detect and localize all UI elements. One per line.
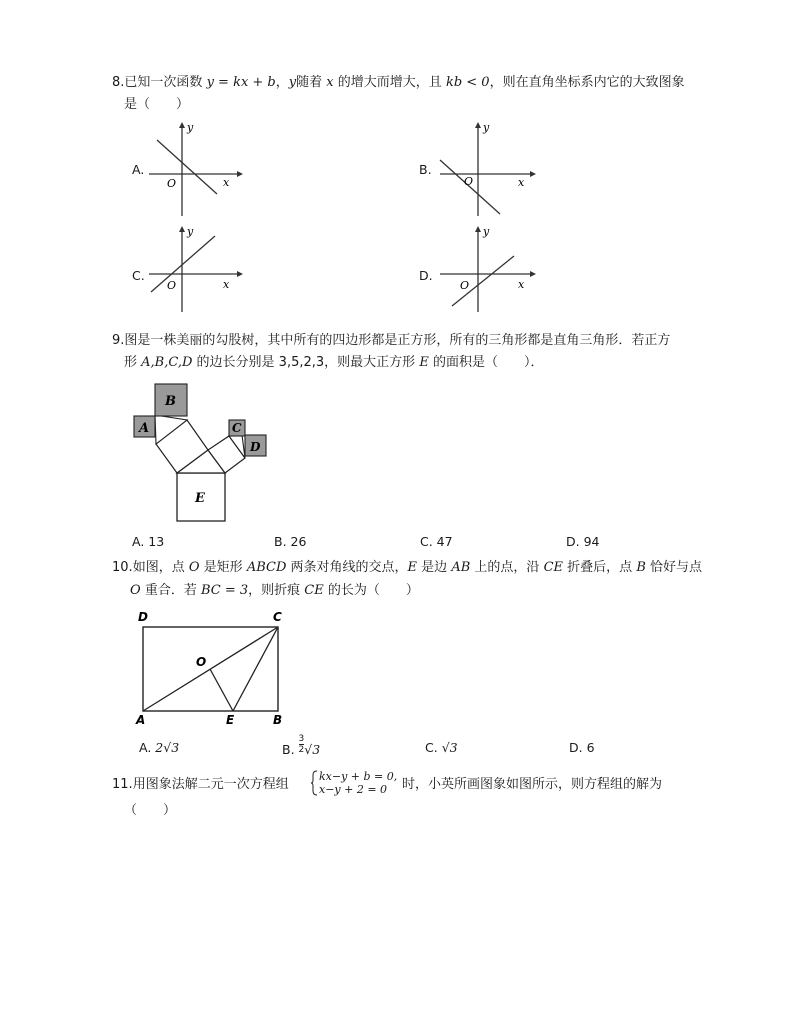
q8-option-c-graph	[145, 222, 245, 314]
q9-text: 形	[124, 355, 138, 370]
q8-stem-line1	[112, 74, 685, 92]
q10-text: 折叠后，点	[567, 560, 633, 575]
q11-stem-line1-tail: 时，小英所画图象如图所示，则方程组的解为	[402, 777, 663, 792]
q9-stem-line2	[124, 354, 543, 372]
q11-brace	[310, 770, 318, 796]
q10-stem-line1	[112, 559, 702, 577]
q9-label-e: E	[195, 491, 205, 506]
q8-stem-line2: 是（ ）	[124, 97, 190, 112]
q10-option-b-numerator: 3	[298, 734, 305, 744]
q8-var-y: y	[288, 75, 297, 90]
q8-text: ，	[275, 75, 289, 90]
q10-text: 是矩形	[203, 560, 243, 575]
q10-var-o: O	[188, 560, 200, 575]
q10-label-c: C	[273, 610, 282, 624]
q9-option-b[interactable]: B. 26	[274, 534, 307, 549]
q11-text: 用图象法解二元一次方程组	[132, 777, 289, 792]
q11-number: 11.	[112, 777, 133, 792]
q8-text: 已知一次函数	[124, 75, 203, 90]
q9-pythagoras-tree-figure	[128, 380, 278, 530]
q10-number: 10.	[112, 560, 133, 575]
q8-var-x: x	[326, 75, 334, 90]
q11-stem-line2: （ ）	[124, 803, 177, 818]
q8-option-c-label: C.	[132, 268, 145, 283]
q10-text: 上的点，沿	[474, 560, 540, 575]
q10-text: 的长为（ ）	[327, 583, 419, 598]
q10-stem-line2	[130, 582, 419, 600]
q9-text: 图是一株美丽的勾股树，其中所有的四边形都是正方形，所有的三角形都是直角三角形．若正方	[124, 333, 671, 348]
q9-squares: A,B,C,D	[141, 355, 193, 370]
q8-text: ，则在直角坐标系内它的大致图象	[489, 75, 685, 90]
q10-option-c-label: C.	[425, 740, 438, 755]
q8-option-a-label: A.	[132, 162, 145, 177]
q8-b-origin: O	[464, 175, 474, 188]
q9-number: 9.	[112, 333, 125, 348]
q10-option-a[interactable]	[139, 740, 179, 755]
q8-d-axis-x: x	[518, 278, 525, 291]
q9-option-c[interactable]: C. 47	[420, 534, 453, 549]
q10-option-d[interactable]: D. 6	[569, 740, 595, 755]
q10-option-a-value: 2√3	[155, 740, 180, 755]
q9-text: 的边长分别是 3,5,2,3，则最大正方形	[196, 355, 416, 370]
q10-option-b[interactable]	[282, 734, 320, 755]
q9-label-a: A	[139, 421, 150, 436]
q11-equation-1: kx−y + b = 0,	[319, 770, 398, 783]
q10-option-b-radical: √3	[304, 742, 321, 757]
q8-a-axis-x: x	[223, 176, 230, 189]
q10-ce: CE	[304, 583, 324, 598]
q10-text: 如图，点	[132, 560, 185, 575]
q8-c-origin: O	[167, 279, 177, 292]
q8-c-axis-x: x	[223, 278, 230, 291]
q9-label-c: C	[232, 421, 242, 435]
q10-label-d: D	[138, 610, 148, 624]
q10-option-b-denominator: 2	[298, 745, 305, 755]
q10-text: 重合．若	[144, 583, 197, 598]
q8-option-a-graph	[145, 118, 245, 218]
q10-ab: AB	[451, 560, 471, 575]
q8-d-axis-y: y	[483, 225, 490, 238]
q8-option-d-label: D.	[419, 268, 433, 283]
q8-b-axis-x: x	[518, 176, 525, 189]
q10-option-a-label: A.	[139, 740, 152, 755]
q10-text: 两条对角线的交点，	[290, 560, 408, 575]
q9-label-d: D	[250, 440, 261, 454]
q8-number: 8.	[112, 75, 125, 90]
q9-text: 的面积是（ ）．	[432, 355, 544, 370]
q11-stem-line1	[112, 776, 289, 794]
q10-label-e: E	[226, 713, 235, 727]
q11-equation-2: x−y + 2 = 0	[319, 783, 388, 796]
q9-stem-line1	[112, 332, 670, 350]
q10-option-c-value: √3	[441, 740, 458, 755]
q11-brace-icon	[310, 770, 318, 796]
q10-text: ，则折痕	[248, 583, 301, 598]
q8-c-axis-y: y	[187, 225, 194, 238]
q10-label-b: B	[273, 713, 283, 727]
q10-bc: BC = 3	[200, 583, 249, 598]
q9-label-b: B	[165, 394, 176, 409]
q10-label-o: O	[196, 655, 207, 669]
q10-label-a: A	[136, 713, 146, 727]
q10-text: 恰好与点	[650, 560, 703, 575]
q10-option-c[interactable]	[425, 740, 458, 755]
q8-d-origin: O	[460, 279, 470, 292]
q10-option-b-label: B.	[282, 742, 295, 757]
q8-option-d-graph	[438, 222, 538, 314]
q8-option-b-graph	[438, 118, 538, 218]
q8-option-b-label: B.	[419, 162, 432, 177]
q8-b-axis-y: y	[483, 121, 490, 134]
q9-option-a[interactable]: A. 13	[132, 534, 165, 549]
q10-var-o: O	[130, 583, 141, 598]
q10-rect: ABCD	[246, 560, 287, 575]
q8-a-origin: O	[167, 177, 177, 190]
q9-option-d[interactable]: D. 94	[566, 534, 600, 549]
q8-condition: kb < 0	[445, 75, 490, 90]
q10-rectangle-figure	[132, 606, 292, 726]
q8-text: 随着	[296, 75, 323, 90]
q8-equation: y = kx + b	[206, 75, 276, 90]
q9-var-e: E	[419, 355, 429, 370]
q10-ce: CE	[543, 560, 564, 575]
q10-var-b: B	[636, 560, 646, 575]
q8-a-axis-y: y	[187, 121, 194, 134]
q8-text: 的增大而增大，且	[337, 75, 442, 90]
q10-var-e: E	[407, 560, 418, 575]
q10-text: 是边	[421, 560, 448, 575]
